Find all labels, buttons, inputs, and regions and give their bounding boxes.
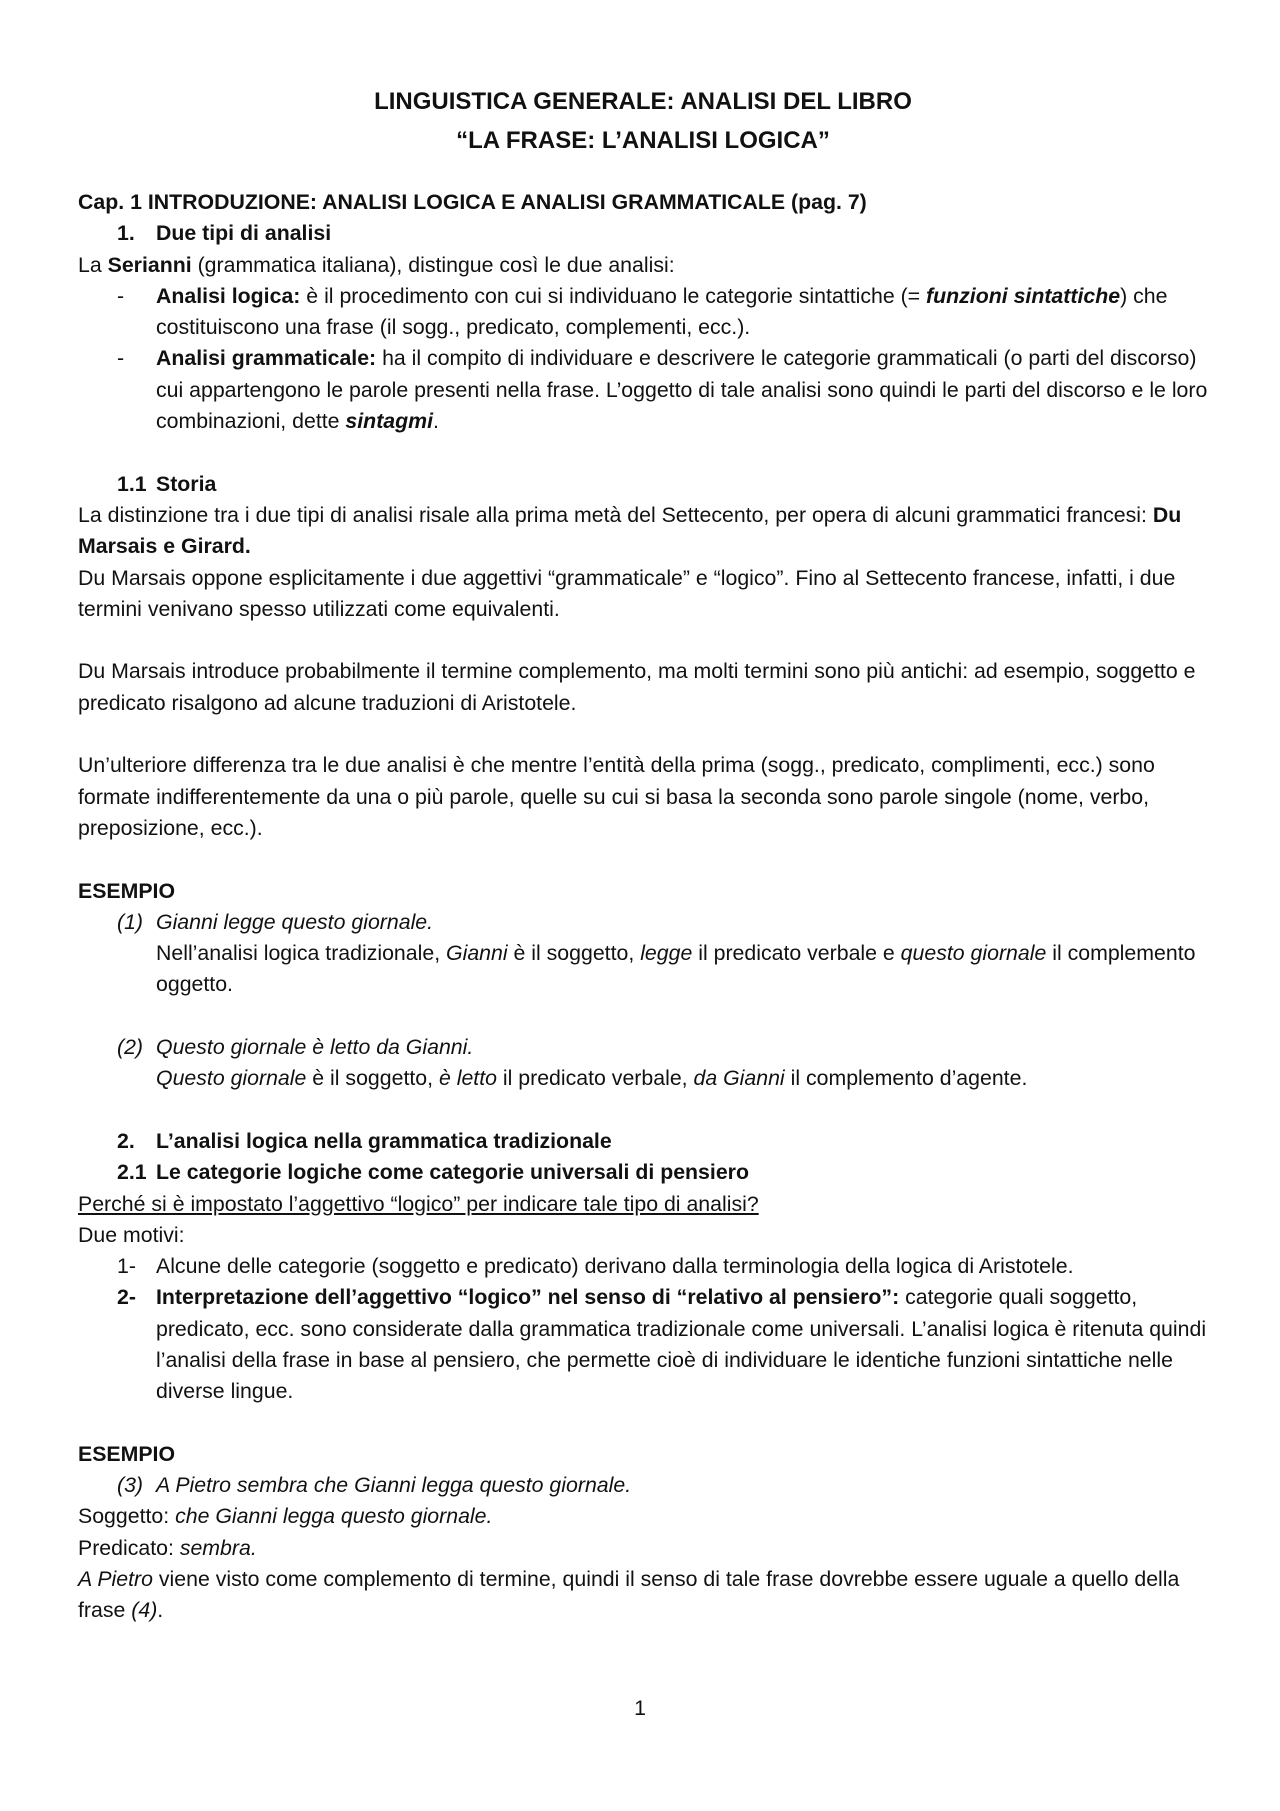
motivo-number: 2- bbox=[117, 1285, 136, 1310]
closing-paragraph: A Pietro viene visto come complemento di termine, quindi il senso di tale frase dovrebbe essere uguale a quello della frase (4). bbox=[78, 1567, 1180, 1623]
example-2 bbox=[78, 1032, 1208, 1063]
example-number: (2) bbox=[117, 1035, 144, 1060]
bullet-analisi-logica bbox=[78, 281, 1208, 344]
section-number: 1. bbox=[117, 221, 135, 246]
bullet-analisi-grammaticale bbox=[78, 343, 1208, 437]
bullet-dash: - bbox=[117, 346, 125, 371]
section-number: 1.1 bbox=[117, 471, 147, 496]
section-title: Le categorie logiche come categorie universali di pensiero bbox=[156, 1160, 749, 1185]
document-title-line-1: LINGUISTICA GENERALE: ANALISI DEL LIBRO bbox=[374, 88, 912, 115]
document-title-line-2: “LA FRASE: L’ANALISI LOGICA” bbox=[456, 127, 830, 154]
example-sentence: Gianni legge questo giornale. bbox=[156, 909, 434, 934]
example-sentence: A Pietro sembra che Gianni legga questo giornale. bbox=[156, 1473, 632, 1498]
motivo-2 bbox=[78, 1282, 1208, 1407]
section-heading-2-1 bbox=[78, 1157, 1208, 1188]
document-page bbox=[78, 82, 1208, 1627]
motivi-line: Due motivi: bbox=[78, 1222, 185, 1247]
storia-paragraph-2: Du Marsais oppone esplicitamente i due aggettivi “grammaticale” e “logico”. Fino al Settecento francese, infatti, i due termini venivano spesso utilizzati come equivalenti. bbox=[78, 565, 1176, 621]
section-title: L’analisi logica nella grammatica tradizionale bbox=[156, 1128, 612, 1153]
storia-paragraph-1: La distinzione tra i due tipi di analisi risale alla prima metà del Settecento, per opera di alcuni grammatici francesi: Du Marsais e Girard. bbox=[78, 502, 1182, 559]
section-number: 2. bbox=[117, 1128, 135, 1153]
esempio-heading-2: ESEMPIO bbox=[78, 1441, 176, 1466]
predicato-line: Predicato: sembra. bbox=[78, 1535, 257, 1560]
section-title: Storia bbox=[156, 471, 217, 496]
motivo-1 bbox=[78, 1251, 1208, 1282]
example-3 bbox=[78, 1470, 1208, 1501]
section-title: Due tipi di analisi bbox=[156, 221, 332, 246]
bullet-text: Analisi logica: è il procedimento con cui si individuano le categorie sintattiche (= funzioni sintattiche) che costituiscono una frase (il sogg., predicato, complementi, ecc.). bbox=[156, 283, 1168, 340]
motivo-text: Alcune delle categorie (soggetto e predicato) derivano dalla terminologia della logica di Aristotele. bbox=[156, 1254, 1074, 1279]
chapter-heading: Cap. 1 INTRODUZIONE: ANALISI LOGICA E ANALISI GRAMMATICALE (pag. 7) bbox=[78, 190, 867, 214]
storia-paragraph-4: Un’ulteriore differenza tra le due analisi è che mentre l’entità della prima (sogg., predicato, complimenti, ecc.) sono formate indifferentemente da una o più parole, quelle su cui si basa la seconda sono parole singole (nome, verbo, preposizione, ecc.). bbox=[78, 753, 1155, 840]
section-number: 2.1 bbox=[117, 1160, 147, 1185]
example-2-analysis: Questo giornale è il soggetto, è letto il predicato verbale, da Gianni il complemento d’agente. bbox=[156, 1066, 1028, 1091]
soggetto-line: Soggetto: che Gianni legga questo giornale. bbox=[78, 1504, 493, 1529]
section-heading-1 bbox=[78, 218, 1208, 249]
question-line: Perché si è impostato l’aggettivo “logico” per indicare tale tipo di analisi? bbox=[78, 1191, 759, 1216]
bullet-dash: - bbox=[117, 283, 125, 308]
bullet-text: Analisi grammaticale: ha il compito di individuare e descrivere le categorie grammaticali (o parti del discorso) cui appartengono le parole presenti nella frase. L’oggetto di tale analisi sono quindi le parti del discorso e le loro combinazioni, dette sintagmi. bbox=[156, 346, 1208, 434]
example-1 bbox=[78, 907, 1208, 938]
storia-paragraph-3: Du Marsais introduce probabilmente il termine complemento, ma molti termini sono più antichi: ad esempio, soggetto e predicato risalgono ad alcune traduzioni di Aristotele. bbox=[78, 659, 1196, 715]
motivo-text: Interpretazione dell’aggettivo “logico” nel senso di “relativo al pensiero”: categorie quali soggetto, predicato, ecc. sono considerate dalla grammatica tradizionale come universali. L’analisi logica è ritenuta quindi l’analisi della frase in base al pensiero, che permette cioè di individuare le identiche funzioni sintattiche nelle diverse lingue. bbox=[156, 1285, 1207, 1404]
intro-paragraph: La Serianni (grammatica italiana), distingue così le due analisi: bbox=[78, 252, 675, 277]
motivo-number: 1- bbox=[117, 1254, 136, 1279]
example-number: (3) bbox=[117, 1473, 144, 1498]
page-number: 1 bbox=[634, 1696, 646, 1720]
section-heading-2 bbox=[78, 1126, 1208, 1157]
example-sentence: Questo giornale è letto da Gianni. bbox=[156, 1035, 474, 1060]
example-1-analysis: Nell’analisi logica tradizionale, Gianni è il soggetto, legge il predicato verbale e questo giornale il complemento oggetto. bbox=[156, 941, 1196, 997]
esempio-heading-1: ESEMPIO bbox=[78, 878, 176, 903]
section-heading-1-1 bbox=[78, 469, 1208, 500]
example-number: (1) bbox=[117, 909, 144, 934]
